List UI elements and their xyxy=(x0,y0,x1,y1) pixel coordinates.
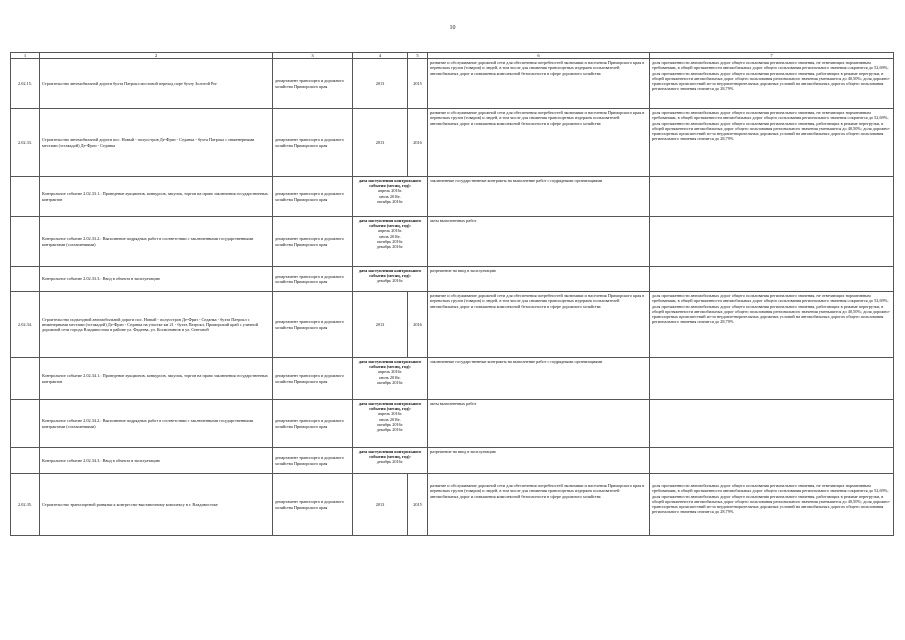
table-row xyxy=(11,358,894,400)
event-date-item: октябрь 2016г. xyxy=(376,421,404,427)
responsible-org: департамент транспорта и дорожного хозяйства Приморского края xyxy=(273,400,353,448)
responsible-org: департамент транспорта и дорожного хозяйства Приморского края xyxy=(273,217,353,267)
table-row xyxy=(11,474,894,536)
event-result: разрешение на ввод в эксплуатацию xyxy=(428,448,650,474)
responsible-org: департамент транспорта и дорожного хозяйства Приморского края xyxy=(273,59,353,109)
expected-result: развитие и обслуживание дорожной сети для обеспечения потребностей экономики и населения Приморского края в перевозках грузов (товаров) и людей, в том числе для снижения транспортных издержек пользователей автомобильных дорог и повышения комплексной безопасности в сфере дорожного хозяйства xyxy=(428,109,650,177)
col-header-4: 4 xyxy=(353,53,408,59)
event-result: заключенные государственные контракты на выполнение работ с подрядными организациями xyxy=(428,358,650,400)
event-date-item: апрель 2016г. xyxy=(377,188,403,194)
end-year: 2015 xyxy=(408,59,428,109)
table-row xyxy=(11,400,894,448)
event-date-item: июль 2016г. xyxy=(379,374,401,380)
table-row xyxy=(11,59,894,109)
event-date-label: дата наступления контрольного события (месяц, год): xyxy=(358,218,422,229)
measure-name: Строительство автомобильной дороги пос. Новый - полуостров Де-Фриз - Седанка - бухта Патрокл с инженерными местами (эстакадой) Де-Фриз - Седанка xyxy=(40,109,273,177)
table-row xyxy=(11,448,894,474)
event-date-label: дата наступления контрольного события (месяц, год): xyxy=(358,449,422,460)
program-table xyxy=(10,52,894,536)
event-result: акты выполненных работ xyxy=(428,217,650,267)
responsible-org: департамент транспорта и дорожного хозяйства Приморского края xyxy=(273,109,353,177)
event-date xyxy=(353,448,428,474)
consequence: доля протяженности автомобильных дорог общего пользования регионального значения, не отвечающих нормативным требованиям, в общей протяженности автомобильных дорог общего пользования регионального значения сократится до 52,69%; доля протяженности автомобильных дорог общего пользования регионального значения, работающих в режиме перегрузки, в общей протяженности автомобильных дорог общего пользования регионального значения уменьшится до 40,50%; доля дорожно-транспортных происшествий из-за неудовлетворительных дорожных условий на автомобильных дорогах общего пользования регионального значения снизится до 28,79% xyxy=(650,292,894,358)
event-date xyxy=(353,358,428,400)
event-name: Контрольное событие 2.02.34.1.: Проведение аукционов, конкурсов, закупок, торгов на право заключения государственных контрактов xyxy=(40,358,273,400)
event-result: заключенные государственные контракты на выполнение работ с подрядными организациями xyxy=(428,177,650,217)
event-date xyxy=(353,177,428,217)
event-date xyxy=(353,217,428,267)
event-name: Контрольное событие 2.02.34.2.: Выполнение подрядных работ в соответствии с заключенными государственными контрактами (соглашениями) xyxy=(40,400,273,448)
event-date-label: дата наступления контрольного события (месяц, год): xyxy=(358,359,422,370)
responsible-org: департамент транспорта и дорожного хозяйства Приморского края xyxy=(273,292,353,358)
event-date-label: дата наступления контрольного события (месяц, год): xyxy=(358,268,422,279)
col-header-2: 2 xyxy=(40,53,273,59)
table-row xyxy=(11,292,894,358)
event-date-item: декабрь 2016г. xyxy=(376,244,404,250)
event-date-item: декабрь 2016г. xyxy=(376,427,404,433)
event-date-item: апрель 2016г. xyxy=(377,411,403,417)
responsible-org: департамент транспорта и дорожного хозяйства Приморского края xyxy=(273,177,353,217)
event-date-item: апрель 2016г. xyxy=(377,228,403,234)
event-date-item: октябрь 2016г. xyxy=(376,198,404,204)
col-header-6: 6 xyxy=(428,53,650,59)
event-date-item: декабрь 2016г. xyxy=(376,278,404,284)
col-header-7: 7 xyxy=(650,53,894,59)
end-year: 2016 xyxy=(408,292,428,358)
event-date-item: октябрь 2016г. xyxy=(376,379,404,385)
event-date-label: дата наступления контрольного события (месяц, год): xyxy=(358,401,422,412)
measure-name: Строительство автомобильной дороги бухта Патрокл мостовой переход порт бухту Золотой Рог xyxy=(40,59,273,109)
event-date-item: июль 2016г. xyxy=(379,233,401,239)
responsible-org: департамент транспорта и дорожного хозяйства Приморского края xyxy=(273,358,353,400)
event-result: разрешение на ввод в эксплуатацию xyxy=(428,267,650,292)
consequence: доля протяженности автомобильных дорог общего пользования регионального значения, не отвечающих нормативным требованиям, в общей протяженности автомобильных дорог общего пользования регионального значения сократится до 52,69%; доля протяженности автомобильных дорог общего пользования регионального значения, работающих в режиме перегрузки, в общей протяженности автомобильных дорог общего пользования регионального значения уменьшится до 40,50%; доля дорожно-транспортных происшествий из-за неудовлетворительных дорожных условий на автомобильных дорогах общего пользования регионального значения снизится до 28,79% xyxy=(650,474,894,536)
event-date xyxy=(353,267,428,292)
consequence: доля протяженности автомобильных дорог общего пользования регионального значения, не отвечающих нормативным требованиям, в общей протяженности автомобильных дорог общего пользования регионального значения сократится до 52,69%; доля протяженности автомобильных дорог общего пользования регионального значения, работающих в режиме перегрузки, в общей протяженности автомобильных дорог общего пользования регионального значения уменьшится до 40,50%; доля дорожно-транспортных происшествий из-за неудовлетворительных дорожных условий на автомобильных дорогах общего пользования регионального значения снизится до 28,79% xyxy=(650,109,894,177)
event-date xyxy=(353,400,428,448)
event-date-item: декабрь 2016г. xyxy=(376,459,404,465)
responsible-org: департамент транспорта и дорожного хозяйства Приморского края xyxy=(273,448,353,474)
col-header-1: 1 xyxy=(11,53,40,59)
expected-result: развитие и обслуживание дорожной сети для обеспечения потребностей экономики и населения Приморского края в перевозках грузов (товаров) и людей, в том числе для снижения транспортных издержек пользователей автомобильных дорог и повышения комплексной безопасности в сфере дорожного хозяйства xyxy=(428,474,650,536)
event-result: акты выполненных работ xyxy=(428,400,650,448)
expected-result: развитие и обслуживание дорожной сети для обеспечения потребностей экономики и населения Приморского края в перевозках грузов (товаров) и людей, в том числе для снижения транспортных издержек пользователей автомобильных дорог и повышения комплексной безопасности в сфере дорожного хозяйства xyxy=(428,59,650,109)
table-row xyxy=(11,109,894,177)
expected-result: развитие и обслуживание дорожной сети для обеспечения потребностей экономики и населения Приморского края в перевозках грузов (товаров) и людей, в том числе для снижения транспортных издержек пользователей автомобильных дорог и повышения комплексной безопасности в сфере дорожного хозяйства xyxy=(428,292,650,358)
event-name: Контрольное событие 2.02.33.2.: Выполнение подрядных работ в соответствии с заключенными государственными контрактами (соглашениями) xyxy=(40,217,273,267)
event-name: Контрольное событие 2.02.34.3.: Ввод в объекта в эксплуатацию xyxy=(40,448,273,474)
start-year: 2013 xyxy=(353,292,408,358)
event-date-item: июль 2016г. xyxy=(379,416,401,422)
start-year: 2013 xyxy=(353,59,408,109)
responsible-org: департамент транспорта и дорожного хозяйства Приморского края xyxy=(273,267,353,292)
event-date-item: июль 2016г. xyxy=(379,193,401,199)
row-number: 2.02.15. xyxy=(11,59,40,109)
end-year: 2015 xyxy=(408,474,428,536)
page-number: 10 xyxy=(449,25,456,31)
table-row xyxy=(11,177,894,217)
table-row xyxy=(11,267,894,292)
end-year: 2016 xyxy=(408,109,428,177)
event-date-item: апрель 2016г. xyxy=(377,369,403,375)
table-row xyxy=(11,217,894,267)
responsible-org: департамент транспорта и дорожного хозяйства Приморского края xyxy=(273,474,353,536)
event-date-item: октябрь 2016г. xyxy=(376,238,404,244)
row-number: 2.02.34. xyxy=(11,292,40,358)
col-header-3: 3 xyxy=(273,53,353,59)
row-number: 2.02.35. xyxy=(11,474,40,536)
start-year: 2013 xyxy=(353,474,408,536)
start-year: 2013 xyxy=(353,109,408,177)
measure-name: Строительство транспортной развязки к конгрессно-выставочному комплексу в г. Владивостоке xyxy=(40,474,273,536)
row-number: 2.02.33. xyxy=(11,109,40,177)
measure-name: Строительство подъездной автомобильной дороги пос. Новый - полуостров Де-Фриз - Седанка - бухта Патрокл с инженерными местами (эстакадой) Де-Фриз - Седанка на участке км 21 - бухта Патрокл, Приморский край с уличной дорожной сети города Владивостока в районе ул. Фадеева, ул. Космонавтов и ул. Снеговой xyxy=(40,292,273,358)
col-header-5: 5 xyxy=(408,53,428,59)
event-date-label: дата наступления контрольного события (месяц, год): xyxy=(358,178,422,189)
event-name: Контрольное событие 2.02.33.1.: Проведение аукционов, конкурсов, закупок, торгов на право заключения государственных контрактов xyxy=(40,177,273,217)
event-name: Контрольное событие 2.02.33.3.: Ввод в объекта в эксплуатацию xyxy=(40,267,273,292)
consequence: доля протяженности автомобильных дорог общего пользования регионального значения, не отвечающих нормативным требованиям, в общей протяженности автомобильных дорог общего пользования регионального значения сократится до 52,69%; доля протяженности автомобильных дорог общего пользования регионального значения, работающих в режиме перегрузки, в общей протяженности автомобильных дорог общего пользования регионального значения уменьшится до 40,50%; доля дорожно-транспортных происшествий из-за неудовлетворительных дорожных условий на автомобильных дорогах общего пользования регионального значения снизится до 28,79% xyxy=(650,59,894,109)
